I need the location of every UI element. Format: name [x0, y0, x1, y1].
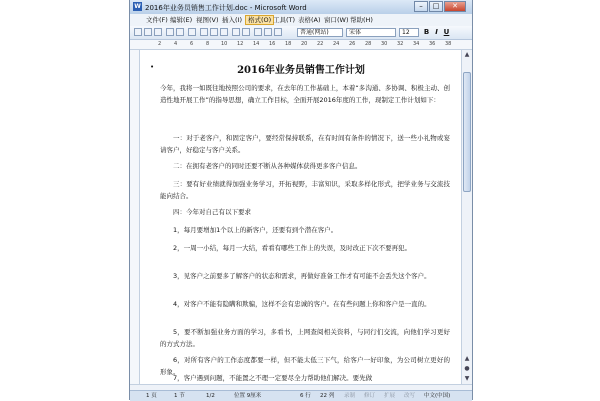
- undo-icon[interactable]: [232, 28, 240, 36]
- menu-file[interactable]: 文件(F): [146, 16, 168, 24]
- ruler-number: 38: [445, 41, 452, 47]
- paragraph: 7，客户遇到问题，不能置之不理一定要尽全力帮助他们解决。要先做: [173, 374, 373, 382]
- paragraph: 5，要不断加强业务方面的学习，多看书，上网查阅相关资料，与同行们交流，向他们学习更好的方式方法。: [160, 328, 450, 348]
- drawing-icon[interactable]: [274, 28, 282, 36]
- open-icon[interactable]: [144, 28, 152, 36]
- bullet-mark: •: [150, 63, 155, 71]
- minimize-button[interactable]: –: [414, 1, 428, 12]
- paragraph: 2，一周一小结，每月一大结，看看有哪些工作上的失误，及时改正下次不要再犯。: [173, 244, 412, 252]
- columns-icon[interactable]: [264, 28, 272, 36]
- status-overtype[interactable]: 改写: [404, 393, 416, 399]
- paragraph: 3，见客户之前要多了解客户的状态和需求，再做好准备工作才有可能不会丢失这个客户。: [173, 272, 431, 280]
- ruler-number: 24: [333, 41, 340, 47]
- ruler-number: 12: [237, 41, 244, 47]
- underline-button[interactable]: U: [443, 28, 450, 36]
- paragraph: 今年，我将一如既往地按照公司的要求，在去年的工作基础上，本着“多沟通、多协调、积极主动、创造性地开展工作”的指导思想，确立工作目标，全面开展2016年度的工作，现制定工作计划如下：: [160, 84, 450, 104]
- ruler-number: 10: [221, 41, 228, 47]
- ruler-number: 8: [206, 41, 210, 47]
- copy-icon[interactable]: [210, 28, 218, 36]
- status-track[interactable]: 修订: [364, 393, 376, 399]
- cut-icon[interactable]: [200, 28, 208, 36]
- paragraph: 二：在拥有老客户的同时还要不断从各种媒体获得更多客户信息。: [173, 162, 362, 170]
- ruler-number: 28: [365, 41, 372, 47]
- ruler-number: 20: [301, 41, 308, 47]
- maximize-button[interactable]: □: [429, 1, 443, 12]
- ruler-number: 36: [429, 41, 436, 47]
- status-pages: 1/2: [206, 393, 215, 399]
- vertical-ruler[interactable]: [130, 50, 140, 384]
- ruler-number: 32: [397, 41, 404, 47]
- save-icon[interactable]: [154, 28, 162, 36]
- ruler-number: 4: [174, 41, 178, 47]
- close-button[interactable]: ✕: [444, 1, 466, 12]
- title-bar[interactable]: [130, 0, 472, 14]
- ruler-number: 22: [317, 41, 324, 47]
- status-extend[interactable]: 扩展: [384, 393, 396, 399]
- ruler-number: 18: [285, 41, 292, 47]
- ruler-number: 26: [349, 41, 356, 47]
- new-document-icon[interactable]: [134, 28, 142, 36]
- word-window: [129, 0, 473, 400]
- next-page-icon[interactable]: ▼: [464, 375, 470, 382]
- paragraph: 4，对客户不能有隐瞒和欺骗，这样不会有忠诚的客户。在有些问题上你和客户是一直的。: [173, 300, 431, 308]
- paste-icon[interactable]: [220, 28, 228, 36]
- bold-button[interactable]: B: [423, 28, 430, 36]
- menu-table[interactable]: 表格(A): [298, 16, 321, 24]
- status-record[interactable]: 录制: [344, 393, 356, 399]
- paragraph: 四：今年对自己有以下要求: [173, 208, 251, 216]
- scroll-up-icon[interactable]: ▲: [464, 51, 470, 58]
- status-bar: [130, 390, 472, 401]
- menu-view[interactable]: 视图(V): [196, 16, 219, 24]
- select-browse-object-icon[interactable]: ●: [464, 365, 470, 372]
- ruler-number: 30: [381, 41, 388, 47]
- status-position: 位置 9厘米: [234, 393, 262, 399]
- print-icon[interactable]: [166, 28, 174, 36]
- paragraph: 1，每月要增加1个以上的新客户，还要有到个潜在客户。: [173, 226, 338, 234]
- window-title: 2016年业务员销售工作计划.doc - Microsoft Word: [145, 4, 307, 12]
- font-select[interactable]: 宋体: [346, 28, 396, 37]
- toolbar: [130, 26, 472, 40]
- previous-page-icon[interactable]: ▲: [464, 355, 470, 362]
- horizontal-ruler[interactable]: [130, 40, 472, 50]
- status-column: 22 列: [320, 393, 335, 399]
- status-section: 1 节: [174, 393, 185, 399]
- scroll-thumb[interactable]: [463, 72, 471, 192]
- ruler-number: 14: [253, 41, 260, 47]
- spelling-icon[interactable]: [188, 28, 196, 36]
- menu-insert[interactable]: 插入(I): [222, 16, 242, 24]
- status-line: 6 行: [300, 393, 311, 399]
- font-size-select[interactable]: 12: [399, 28, 419, 37]
- menu-help[interactable]: 帮助(H): [350, 16, 373, 24]
- status-language: 中文(中国): [424, 393, 451, 399]
- redo-icon[interactable]: [242, 28, 250, 36]
- table-icon[interactable]: [254, 28, 262, 36]
- menu-format[interactable]: 格式(O): [245, 15, 274, 25]
- status-page: 1 页: [146, 393, 157, 399]
- italic-button[interactable]: I: [435, 28, 438, 36]
- ruler-number: 34: [413, 41, 420, 47]
- ruler-number: 6: [190, 41, 194, 47]
- ruler-number: 16: [269, 41, 276, 47]
- vertical-scrollbar[interactable]: [461, 50, 472, 384]
- word-app-icon[interactable]: W: [134, 3, 141, 10]
- paragraph: 一：对于老客户，和固定客户，要经常保持联系，在有时间有条件的情况下，送一些小礼物或宴请客户，好稳定与客户关系。: [160, 134, 450, 154]
- paragraph: 三：要有好业绩就得加强业务学习，开拓视野，丰富知识，采取多样化形式，把学业务与交流技能向结合。: [160, 180, 450, 200]
- ruler-number: 2: [158, 41, 162, 47]
- print-preview-icon[interactable]: [176, 28, 184, 36]
- paragraph: 6，对所有客户的工作态度都要一样，但不能太低三下气，给客户一好印象，为公司树立更好的形象。: [160, 356, 450, 376]
- style-select[interactable]: 普通(网站): [297, 28, 343, 37]
- document-page[interactable]: [140, 50, 462, 384]
- menu-edit[interactable]: 编辑(E): [170, 16, 193, 24]
- document-title: 2016年业务员销售工作计划: [237, 65, 365, 76]
- menu-window[interactable]: 窗口(W): [324, 16, 349, 24]
- menu-tools[interactable]: 工具(T): [273, 16, 296, 24]
